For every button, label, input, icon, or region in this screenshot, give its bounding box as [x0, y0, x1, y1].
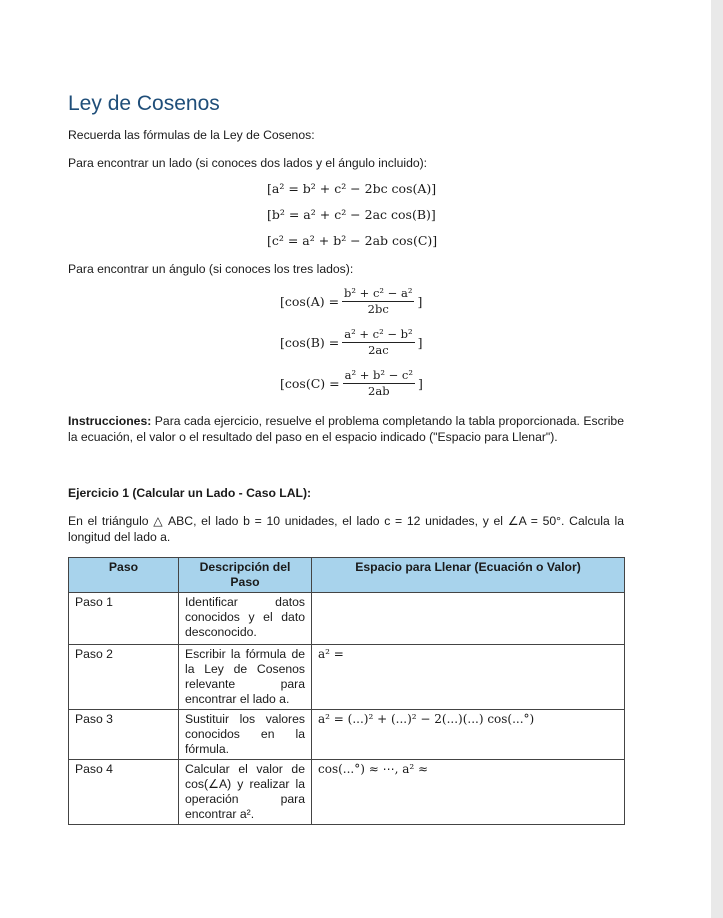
formula-side-a: [a² = b² + c² − 2bc cos(A)] [267, 181, 437, 196]
step-description: Escribir la fórmula de la Ley de Cosenos relevante para encontrar el lado a. [179, 645, 312, 710]
formula-denominator: 2ab [368, 384, 390, 398]
formula-angle-a [280, 286, 422, 317]
page-title: Ley de Cosenos [68, 92, 220, 115]
formula-lhs: [cos(A) = [280, 294, 340, 309]
angle-heading: Para encontrar un ángulo (si conoces los tres lados): [68, 262, 354, 276]
formula-denominator: 2bc [367, 302, 389, 316]
side-heading: Para encontrar un lado (si conoces dos lados y el ángulo incluido): [68, 156, 428, 170]
header-paso: Paso [69, 558, 179, 593]
table-row [69, 760, 625, 825]
table-header-row [69, 558, 625, 593]
exercise-text: En el triángulo △ ABC, el lado b = 10 unidades, el lado c = 12 unidades, y el ∠A = 50°. Calcula la longitud del lado a. [68, 514, 624, 544]
step-label: Paso 2 [69, 645, 179, 710]
steps-table [68, 557, 625, 825]
formula-denominator: 2ac [368, 343, 389, 357]
fill-space[interactable]: a² = [312, 645, 625, 710]
table-row [69, 710, 625, 760]
formula-numerator: a² + b² − c² [344, 368, 413, 382]
instructions [68, 413, 624, 445]
fill-space[interactable]: cos(...°) ≈ ⋯, a² ≈ [312, 760, 625, 825]
formula-numerator: a² + c² − b² [344, 327, 413, 341]
instructions-label: Instrucciones: [68, 414, 152, 428]
formula-side-b: [b² = a² + c² − 2ac cos(B)] [267, 207, 436, 222]
header-descripcion: Descripción del Paso [179, 558, 312, 593]
step-label: Paso 4 [69, 760, 179, 825]
formula-rhs: ] [417, 376, 423, 391]
formula-angle-b [280, 327, 423, 358]
formula-lhs: [cos(C) = [280, 376, 340, 391]
instructions-text: Para cada ejercicio, resuelve el problema completando la tabla proporcionada. Escribe la ecuación, el valor o el resultado del paso en el espacio indicado ("Espacio para Llenar"). [68, 414, 624, 444]
step-label: Paso 1 [69, 593, 179, 645]
formula-numerator: b² + c² − a² [344, 286, 413, 300]
step-description: Calcular el valor de cos(∠A) y realizar la operación para encontrar a². [179, 760, 312, 825]
header-espacio: Espacio para Llenar (Ecuación o Valor) [312, 558, 625, 593]
formula-rhs: ] [417, 335, 423, 350]
fill-space[interactable] [312, 593, 625, 645]
step-description: Sustituir los valores conocidos en la fórmula. [179, 710, 312, 760]
formula-lhs: [cos(B) = [280, 335, 340, 350]
fill-space[interactable]: a² = (...)² + (...)² − 2(...)(...) cos(...°) [312, 710, 625, 760]
step-label: Paso 3 [69, 710, 179, 760]
formula-rhs: ] [417, 294, 423, 309]
intro-text: Recuerda las fórmulas de la Ley de Cosenos: [68, 128, 315, 142]
formula-angle-c [280, 368, 423, 399]
formula-side-c: [c² = a² + b² − 2ab cos(C)] [267, 233, 438, 248]
table-row [69, 645, 625, 710]
table-row [69, 593, 625, 645]
step-description: Identificar datos conocidos y el dato desconocido. [179, 593, 312, 645]
scrollbar-track[interactable] [711, 0, 723, 918]
exercise-title: Ejercicio 1 (Calcular un Lado - Caso LAL): [68, 486, 312, 500]
